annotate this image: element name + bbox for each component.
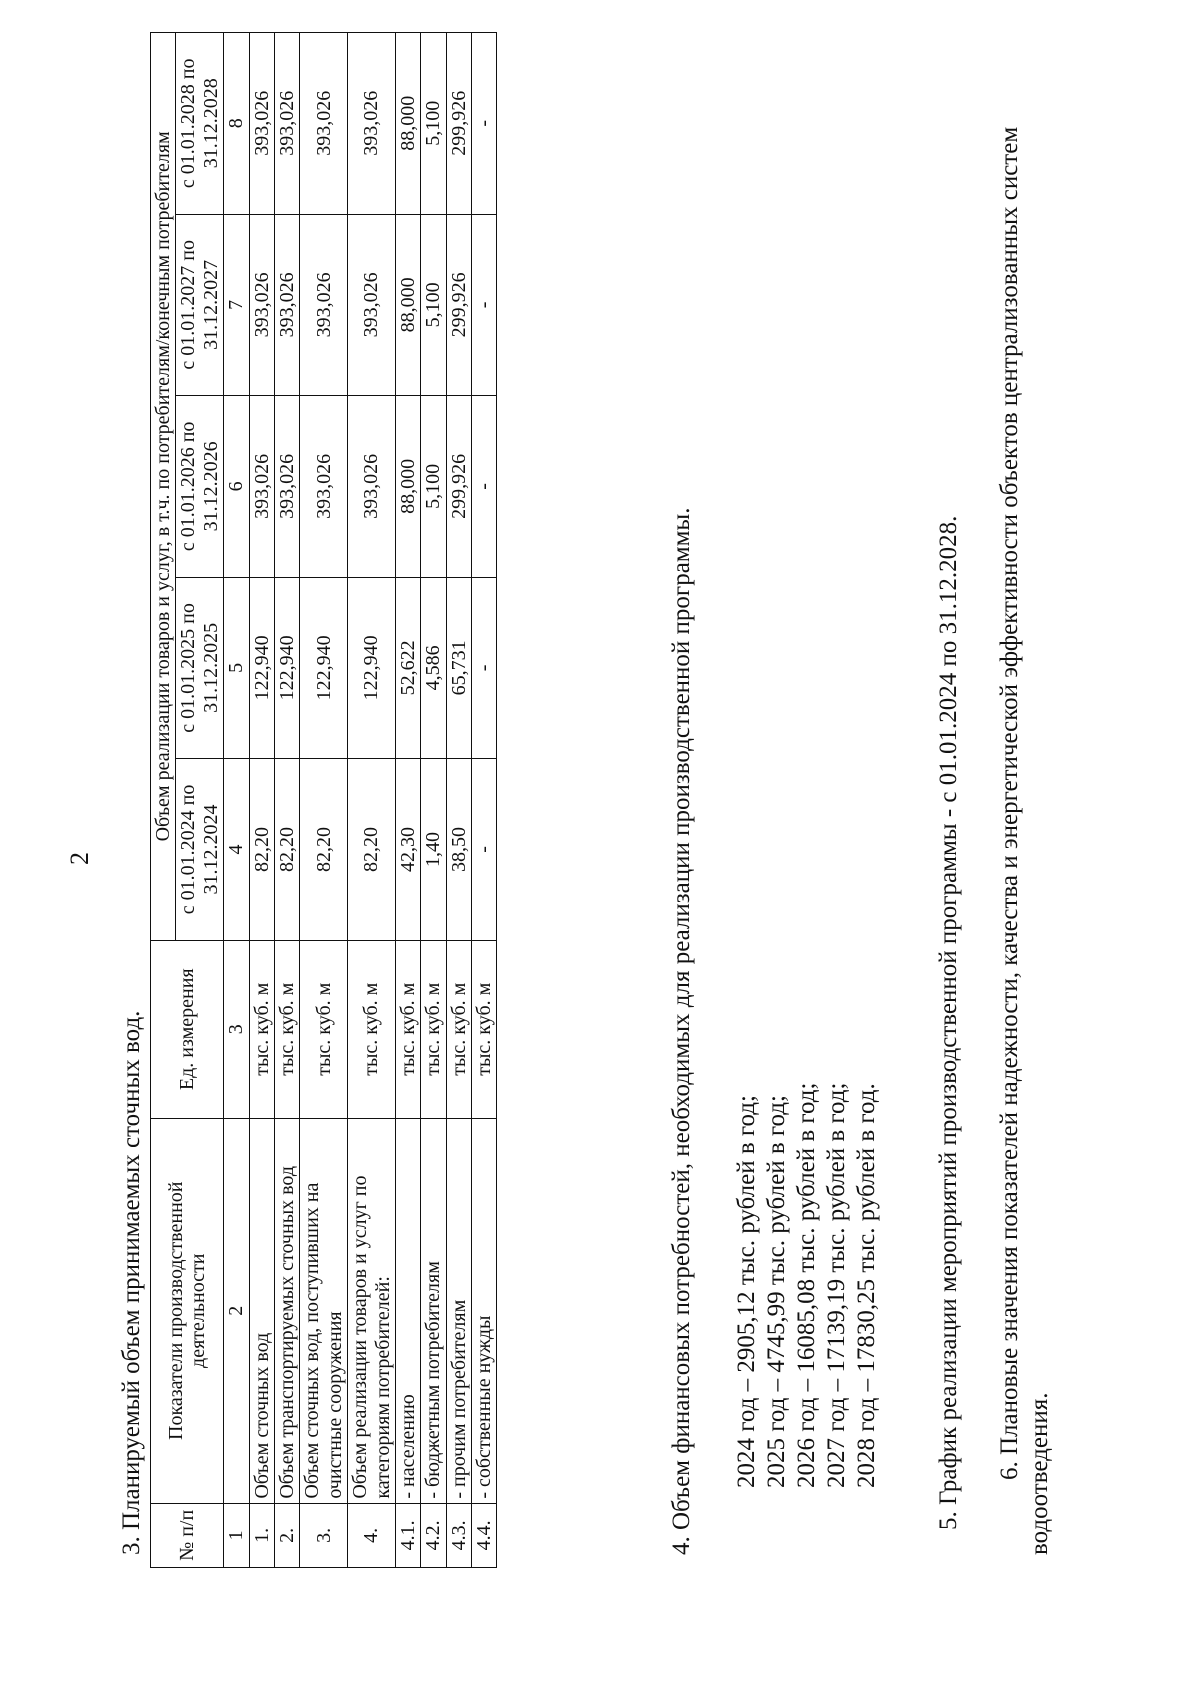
header-period-2027: с 01.01.2027 по 31.12.2027: [176, 214, 224, 396]
finance-list: [732, 1083, 882, 1488]
row-value: 5,100: [421, 396, 446, 578]
row-value: 122,940: [348, 577, 396, 759]
row-value: -: [472, 759, 497, 941]
header-unit: Ед. измерения: [151, 940, 224, 1118]
column-number: 2: [224, 1118, 249, 1503]
row-name: Объем транспортируемых сточных вод: [274, 1118, 299, 1503]
row-value: 393,026: [274, 396, 299, 578]
section-3-title: 3. Планируемый объем принимаемых сточных вод.: [118, 1010, 145, 1555]
finance-line-2026: 2026 год – 16085,08 тыс. рублей в год;: [793, 1082, 820, 1488]
row-num: 4.1.: [395, 1503, 420, 1567]
table-row: [446, 33, 471, 1568]
row-value: 299,926: [446, 214, 471, 396]
row-value: 299,926: [446, 33, 471, 215]
table-header-row-1: [151, 33, 176, 1568]
row-value: 52,622: [395, 577, 420, 759]
row-value: 42,30: [395, 759, 420, 941]
row-name: Объем реализации товаров и услуг по категориям потребителей:: [348, 1118, 396, 1503]
row-unit: тыс. куб. м: [472, 940, 497, 1118]
row-unit: тыс. куб. м: [348, 940, 396, 1118]
row-value: 82,20: [249, 759, 274, 941]
table-row: [249, 33, 274, 1568]
section-5-text: 5. График реализации мероприятий производственной программы - с 01.01.2024 по 31.12.2028.: [935, 515, 962, 1530]
header-period-2026: с 01.01.2026 по 31.12.2026: [176, 396, 224, 578]
row-value: 393,026: [300, 33, 348, 215]
table-row: [274, 33, 299, 1568]
row-num: 4.2.: [421, 1503, 446, 1567]
row-unit: тыс. куб. м: [274, 940, 299, 1118]
row-value: 393,026: [249, 214, 274, 396]
row-value: -: [472, 577, 497, 759]
row-value: 393,026: [348, 33, 396, 215]
row-value: 5,100: [421, 33, 446, 215]
row-name: Объем сточных вод, поступивших на очистные сооружения: [300, 1118, 348, 1503]
row-num: 3.: [300, 1503, 348, 1567]
column-number: 5: [224, 577, 249, 759]
row-value: 393,026: [249, 396, 274, 578]
column-number: 6: [224, 396, 249, 578]
row-value: 393,026: [348, 214, 396, 396]
row-value: 299,926: [446, 396, 471, 578]
finance-line-2025: 2025 год – 4745,99 тыс. рублей в год;: [763, 1095, 790, 1488]
row-value: 38,50: [446, 759, 471, 941]
table-row: [395, 33, 420, 1568]
row-unit: тыс. куб. м: [446, 940, 471, 1118]
column-number: 8: [224, 33, 249, 215]
row-name: Объем сточных вод: [249, 1118, 274, 1503]
table-row: [300, 33, 348, 1568]
header-period-2028: с 01.01.2028 по 31.12.2028: [176, 33, 224, 215]
row-num: 4.: [348, 1503, 396, 1567]
column-number: 1: [224, 1503, 249, 1567]
row-value: -: [472, 214, 497, 396]
section-6-text: 6. Плановые значения показателей надежности, качества и энергетической эффективности объектов централизованных систем водоотведения.: [996, 126, 1053, 1555]
finance-line-2028: 2028 год – 17830,25 тыс. рублей в год.: [853, 1083, 880, 1488]
table-row: [421, 33, 446, 1568]
table-row: [348, 33, 396, 1568]
header-period-2024: с 01.01.2024 по 31.12.2024: [176, 759, 224, 941]
row-value: -: [472, 396, 497, 578]
row-value: 65,731: [446, 577, 471, 759]
row-value: 88,000: [395, 214, 420, 396]
header-period-2025: с 01.01.2025 по 31.12.2025: [176, 577, 224, 759]
row-unit: тыс. куб. м: [421, 940, 446, 1118]
row-name: - собственные нужды: [472, 1118, 497, 1503]
row-num: 1.: [249, 1503, 274, 1567]
row-value: 122,940: [274, 577, 299, 759]
row-value: 5,100: [421, 214, 446, 396]
row-name: - прочим потребителям: [446, 1118, 471, 1503]
column-number: 7: [224, 214, 249, 396]
row-name: - бюджетным потребителям: [421, 1118, 446, 1503]
row-value: 122,940: [300, 577, 348, 759]
finance-line-2027: 2027 год – 17139,19 тыс. рублей в год;: [823, 1082, 850, 1488]
row-value: 4,586: [421, 577, 446, 759]
row-value: 393,026: [274, 33, 299, 215]
row-value: 88,000: [395, 33, 420, 215]
row-value: 393,026: [300, 214, 348, 396]
row-value: 393,026: [249, 33, 274, 215]
row-num: 4.4.: [472, 1503, 497, 1567]
column-number-row: [224, 33, 249, 1568]
row-value: 393,026: [274, 214, 299, 396]
row-value: 393,026: [348, 396, 396, 578]
row-value: 82,20: [348, 759, 396, 941]
row-value: 82,20: [300, 759, 348, 941]
row-value: 82,20: [274, 759, 299, 941]
row-unit: тыс. куб. м: [300, 940, 348, 1118]
column-number: 4: [224, 759, 249, 941]
row-value: 88,000: [395, 396, 420, 578]
section-4-title: 4. Объем финансовых потребностей, необходимых для реализации производственной программы.: [668, 507, 695, 1555]
row-value: 1,40: [421, 759, 446, 941]
header-num: № п/п: [151, 1503, 224, 1567]
row-unit: тыс. куб. м: [395, 940, 420, 1118]
row-num: 4.3.: [446, 1503, 471, 1567]
finance-line-2024: 2024 год – 2905,12 тыс. рублей в год;: [733, 1095, 760, 1488]
table-row: [472, 33, 497, 1568]
wastewater-volume-table: [150, 32, 497, 1568]
row-unit: тыс. куб. м: [249, 940, 274, 1118]
row-value: 393,026: [300, 396, 348, 578]
row-value: 122,940: [249, 577, 274, 759]
column-number: 3: [224, 940, 249, 1118]
row-name: - населению: [395, 1118, 420, 1503]
header-indicator: Показатели производственной деятельности: [151, 1118, 224, 1503]
page-number: 2: [65, 852, 94, 865]
row-num: 2.: [274, 1503, 299, 1567]
header-volume-group: Объем реализации товаров и услуг, в т.ч. по потребителям/конечным потребителям: [151, 33, 176, 941]
row-value: -: [472, 33, 497, 215]
